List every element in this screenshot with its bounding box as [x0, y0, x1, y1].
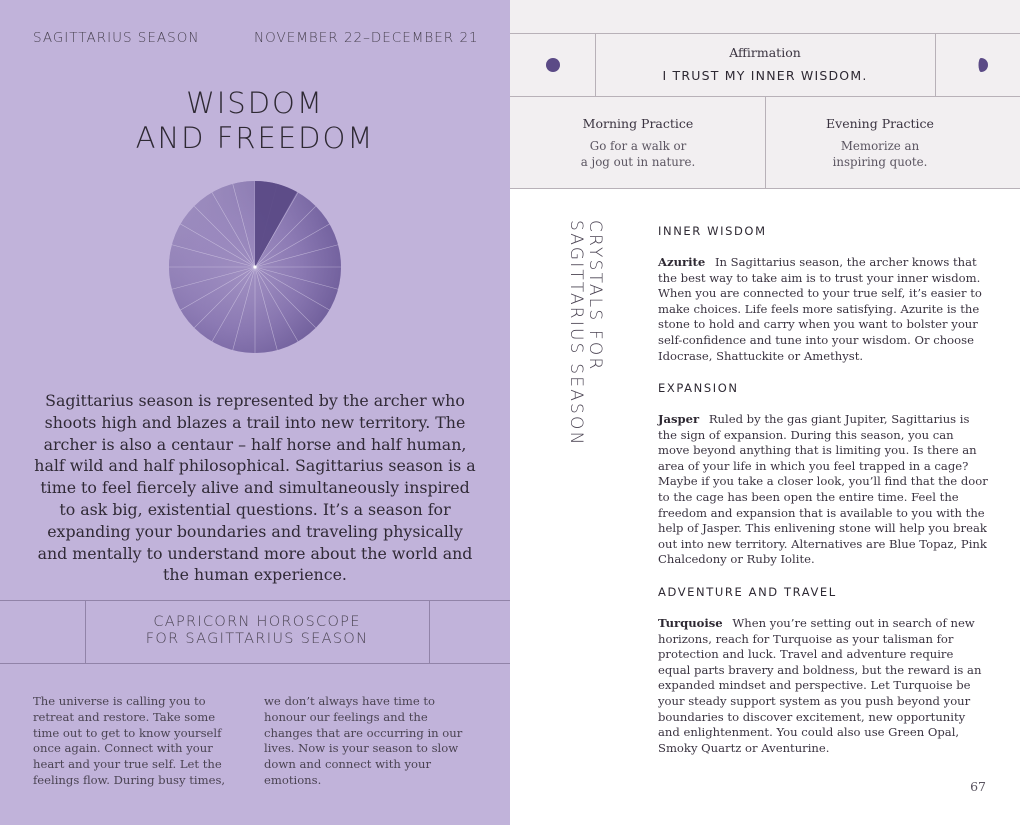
- section-body: [658, 412, 988, 568]
- affirmation-label: Affirmation: [729, 45, 801, 60]
- morning-practice-label: Morning Practice: [582, 116, 694, 131]
- zodiac-wheel-icon: [168, 180, 342, 354]
- section-body: [658, 616, 988, 756]
- section-heading: EXPANSION: [658, 381, 739, 395]
- section-heading: ADVENTURE AND TRAVEL: [658, 585, 837, 599]
- divider: [510, 188, 1020, 189]
- divider: [595, 33, 596, 96]
- horoscope-column-1: The universe is calling you to retreat and restore. Take some time out to get to know yourself once again. Connect with your heart and your true self. Let the feelings flow. During busy times,: [33, 694, 226, 787]
- evening-practice-label: Evening Practice: [826, 116, 934, 131]
- crystal-name: Jasper: [658, 412, 700, 426]
- horoscope-title-line-2: FOR SAGITTARIUS SEASON: [145, 631, 369, 647]
- date-range: NOVEMBER 22–DECEMBER 21: [254, 30, 479, 46]
- title-line-2: AND FREEDOM: [135, 121, 375, 155]
- page-title: [0, 86, 510, 156]
- vertical-section-title: [566, 220, 604, 447]
- title-line-1: WISDOM: [186, 86, 324, 120]
- season-label: SAGITTARIUS SEASON: [33, 30, 200, 46]
- section-text: Ruled by the gas giant Jupiter, Sagittarius is the sign of expansion. During this season, you can move beyond anything that is limiting you. Is there an area of your life in which you feel trapped in a cage? Maybe if you take a closer look, you’ll find that the door to the cage has been open the entire time. Feel the freedom and expansion that is available to you with the help of Jasper. This enlivening stone will help you break out into new territory. Alternatives are Blue Topaz, Pink Chalcedony or Ruby Iolite.: [658, 412, 988, 567]
- section-text: In Sagittarius season, the archer knows that the best way to take aim is to trust your inner wisdom. When you are connected to your true self, it’s easier to make choices. Life feels more satisfying. Azurite is the stone to hold and carry when you want to bolster your self-confidence and tune into your wisdom. Or choose Idocrase, Shattuckite or Amethyst.: [658, 255, 982, 363]
- crystal-name: Azurite: [658, 255, 706, 269]
- vertical-title-line-1: CRYSTALS FOR: [585, 220, 605, 372]
- divider: [429, 601, 430, 663]
- crystal-name: Turquoise: [658, 616, 723, 630]
- morning-line-1: Go for a walk or: [589, 139, 687, 153]
- half-moon-icon: [974, 58, 988, 72]
- evening-line-1: Memorize an: [840, 139, 920, 153]
- vertical-title-line-2: SAGITTARIUS SEASON: [566, 220, 586, 447]
- affirmation-text: I TRUST MY INNER WISDOM.: [662, 68, 868, 83]
- divider: [510, 33, 1020, 34]
- section-body: [658, 255, 988, 364]
- horoscope-column-2: we don’t always have time to honour our feelings and the changes that are occurring in our lives. Now is your season to slow down and connect with your emotions.: [264, 694, 463, 787]
- morning-practice-text: [513, 138, 763, 170]
- evening-line-2: inspiring quote.: [832, 155, 928, 169]
- section-heading: INNER WISDOM: [658, 224, 767, 238]
- full-moon-icon: [546, 58, 560, 72]
- evening-practice-text: [755, 138, 1005, 170]
- page-number: 67: [970, 779, 986, 794]
- divider: [935, 33, 936, 96]
- right-page: [510, 0, 1020, 825]
- morning-line-2: a jog out in nature.: [580, 155, 696, 169]
- horoscope-title: [85, 614, 429, 648]
- section-text: When you’re setting out in search of new horizons, reach for Turquoise as your talisman for protection and luck. Travel and adventure require equal parts bravery and boldness, but the reward is an expanded mindset and perspective. Let Turquoise be your steady support system as you push beyond your boundaries to discover excitement, new opportunity and enlightenment. You could also use Green Opal, Smoky Quartz or Aventurine.: [658, 616, 982, 755]
- intro-paragraph: Sagittarius season is represented by the archer who shoots high and blazes a trail into new territory. The archer is also a centaur – half horse and half human, half wild and half philosophical. Sagittarius season is a time to feel fiercely alive and simultaneously inspired to ask big, existential questions. It’s a season for expanding your boundaries and traveling physically and mentally to understand more about the world and the human experience.: [34, 391, 476, 585]
- horoscope-title-line-1: CAPRICORN HOROSCOPE: [153, 614, 361, 630]
